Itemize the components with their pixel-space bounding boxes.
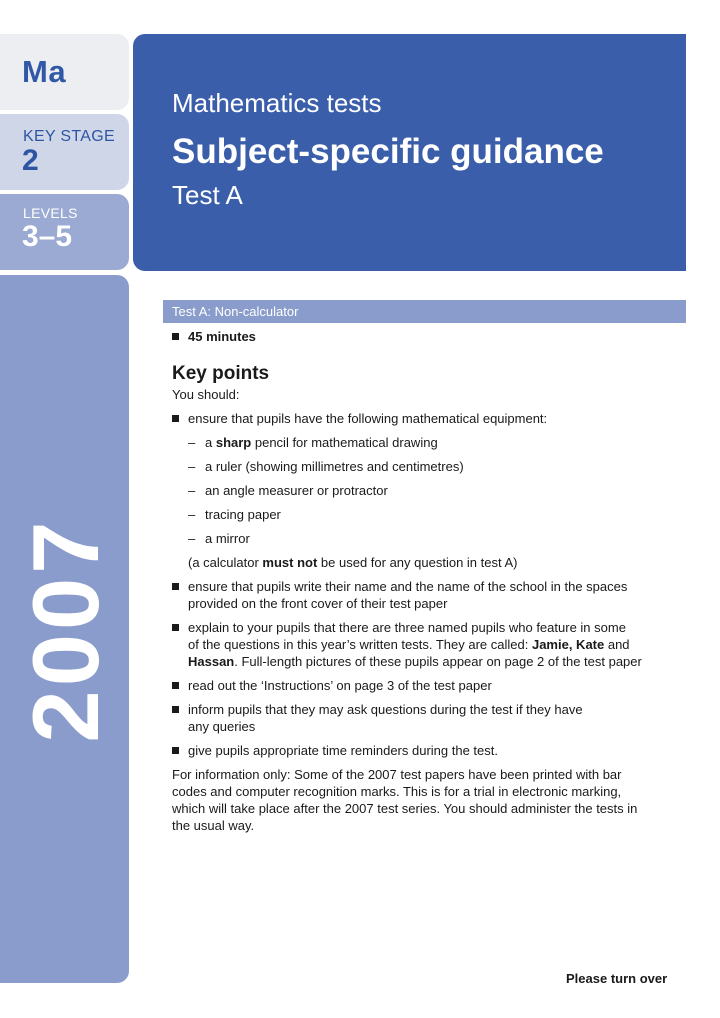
- text-line: provided on the front cover of their test paper: [188, 596, 448, 611]
- text-line: any queries: [188, 719, 256, 734]
- equipment-text: a ruler (showing millimetres and centimetres): [205, 459, 464, 474]
- dash-icon: –: [188, 531, 196, 546]
- bullet-icon: [172, 682, 179, 689]
- list-item: [172, 578, 672, 612]
- key-points-heading: Key points: [172, 363, 270, 384]
- bullet-icon: [172, 333, 179, 340]
- text-run-bold: sharp: [215, 435, 252, 450]
- equipment-item: [188, 458, 672, 475]
- levels-value: 3–5: [22, 220, 73, 253]
- bullet-icon: [172, 706, 179, 713]
- text-line: explain to your pupils that there are three named pupils who feature in some: [188, 620, 626, 635]
- year-label: 2007: [13, 517, 118, 743]
- equipment-text: a mirror: [205, 531, 250, 546]
- list-item: [172, 701, 672, 735]
- list-item-text: [188, 578, 627, 612]
- text-line: which will take place after the 2007 test series. You should administer the tests in: [172, 801, 638, 816]
- equipment-item: [188, 530, 672, 547]
- duration-text: 45 minutes: [188, 329, 256, 344]
- text-run-bold: Jamie, Kate: [531, 637, 605, 652]
- list-item-text: read out the ‘Instructions’ on page 3 of the test paper: [188, 678, 492, 693]
- text-line: ensure that pupils write their name and the name of the school in the spaces: [188, 579, 628, 594]
- list-item: [172, 410, 672, 427]
- banner-title: Subject-specific guidance: [172, 132, 604, 171]
- equipment-list: [172, 434, 672, 571]
- bullet-icon: [172, 624, 179, 631]
- text-run: a: [205, 435, 216, 450]
- text-line: codes and computer recognition marks. This is for a trial in electronic marking,: [172, 784, 622, 799]
- levels-label: LEVELS: [23, 205, 78, 221]
- banner-test-name: Test A: [172, 180, 243, 210]
- subject-label: Ma: [22, 54, 67, 89]
- key-stage-value: 2: [22, 144, 39, 177]
- list-item-text: [188, 619, 642, 670]
- equipment-text: [205, 434, 438, 451]
- dash-icon: –: [188, 483, 196, 498]
- key-points-intro: You should:: [172, 387, 240, 402]
- bullet-icon: [172, 583, 179, 590]
- equipment-item: [188, 482, 672, 499]
- list-item: [172, 619, 672, 670]
- bullet-icon: [172, 415, 179, 422]
- equipment-text: an angle measurer or protractor: [205, 483, 388, 498]
- text-line: the usual way.: [172, 818, 255, 833]
- list-item-text: give pupils appropriate time reminders during the test.: [188, 743, 498, 758]
- info-paragraph: [172, 766, 672, 834]
- list-item-text: ensure that pupils have the following mathematical equipment:: [188, 411, 548, 426]
- text-run: (a calculator: [188, 555, 263, 570]
- list-item-text: [188, 701, 583, 735]
- text-line: inform pupils that they may ask questions during the test if they have: [188, 702, 583, 717]
- text-run-bold: must not: [262, 555, 318, 570]
- dash-icon: –: [188, 507, 196, 522]
- dash-icon: –: [188, 459, 196, 474]
- duration-item: [172, 328, 672, 345]
- list-item: [172, 677, 672, 694]
- equipment-item: [188, 434, 672, 451]
- list-item: [172, 742, 672, 759]
- calculator-note: [188, 554, 672, 571]
- key-stage-tab: [0, 114, 129, 190]
- banner-subtitle: Mathematics tests: [172, 88, 382, 118]
- text-run: of the questions in this year’s written tests. They are called:: [188, 637, 532, 652]
- section-header-text: Test A: Non-calculator: [172, 304, 299, 319]
- equipment-item: [188, 506, 672, 523]
- text-run: be used for any question in test A): [317, 555, 518, 570]
- text-run: and: [604, 637, 630, 652]
- bullet-icon: [172, 747, 179, 754]
- turn-over-note: Please turn over: [566, 971, 668, 986]
- dash-icon: –: [188, 435, 196, 450]
- text-line: For information only: Some of the 2007 test papers have been printed with bar: [172, 767, 622, 782]
- text-run: . Full-length pictures of these pupils appear on page 2 of the test paper: [234, 654, 642, 669]
- key-stage-label: KEY STAGE: [23, 128, 115, 145]
- main-content: [172, 326, 672, 834]
- text-run: pencil for mathematical drawing: [251, 435, 438, 450]
- text-run-bold: Hassan: [188, 654, 235, 669]
- equipment-text: tracing paper: [205, 507, 281, 522]
